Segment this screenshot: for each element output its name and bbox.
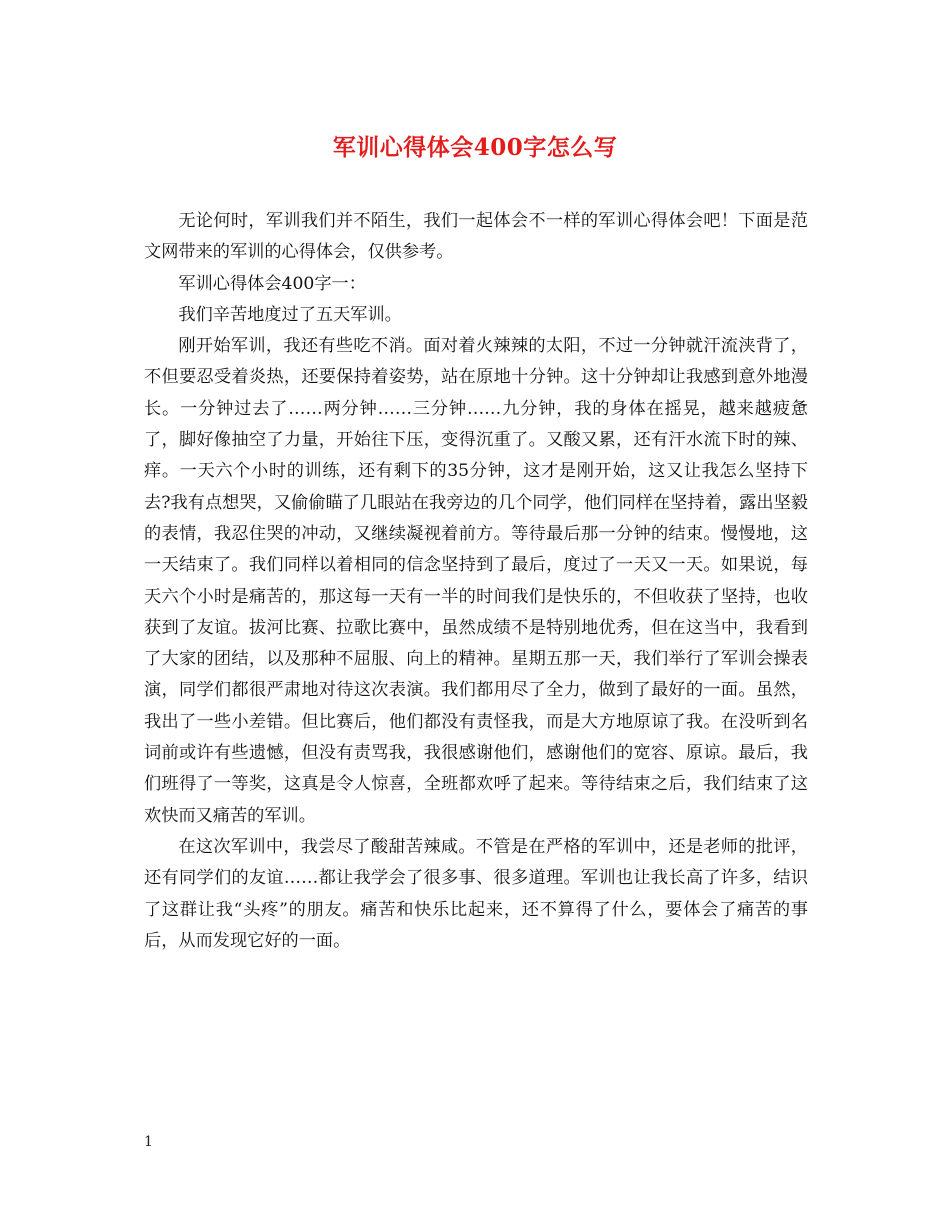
page-number: 1 (144, 1134, 153, 1150)
document-title: 军训心得体会400字怎么写 (332, 134, 618, 161)
document-body (144, 206, 808, 957)
paragraph-heading-one: 军训心得体会400字一： (178, 273, 366, 294)
paragraph-intro: 无论何时，军训我们并不陌生，我们一起体会不一样的军训心得体会吧！下面是范文网带来的军训的心得体会，仅供参考。 (144, 211, 808, 263)
paragraph-main: 刚开始军训，我还有些吃不消。面对着火辣辣的太阳，不过一分钟就汗流浃背了，不但要忍受着炎热，还要保持着姿势，站在原地十分钟。这十分钟却让我感到意外地漫长。一分钟过去了……两分钟……三分钟……九分钟，我的身体在摇晃，越来越疲惫了，脚好像抽空了力量，开始往下压，变得沉重了。又酸又累，还有汗水流下时的辣、痒。一天六个小时的训练，还有剩下的35分钟，这才是刚开始，这又让我怎么坚持下去?我有点想哭，又偷偷瞄了几眼站在我旁边的几个同学，他们同样在坚持着，露出坚毅的表情，我忍住哭的冲动，又继续凝视着前方。等待最后那一分钟的结束。慢慢地，这一天结束了。我们同样以着相同的信念坚持到了最后，度过了一天又一天。如果说，每天六个小时是痛苦的，那这每一天有一半的时间我们是快乐的，不但收获了坚持，也收获到了友谊。拔河比赛、拉歌比赛中，虽然成绩不是特别地优秀，但在这当中，我看到了大家的团结，以及那种不屈服、向上的精神。星期五那一天，我们举行了军训会操表演，同学们都很严肃地对待这次表演。我们都用尽了全力，做到了最好的一面。虽然，我出了一些小差错。但比赛后，他们都没有责怪我，而是大方地原谅了我。在没听到名词前或许有些遗憾，但没有责骂我，我很感谢他们，感谢他们的宽容、原谅。最后，我们班得了一等奖，这真是令人惊喜，全班都欢呼了起来。等待结束之后，我们结束了这欢快而又痛苦的军训。 (144, 336, 808, 826)
paragraph-opening: 我们辛苦地度过了五天军训。 (178, 304, 402, 325)
paragraph-conclusion: 在这次军训中，我尝尽了酸甜苦辣咸。不管是在严格的军训中，还是老师的批评，还有同学们的友谊……都让我学会了很多事、很多道理。军训也让我长高了许多，结识了这群让我“头疼”的朋友。痛苦和快乐比起来，还不算得了什么，要体会了痛苦的事后，从而发现它好的一面。 (144, 836, 808, 951)
